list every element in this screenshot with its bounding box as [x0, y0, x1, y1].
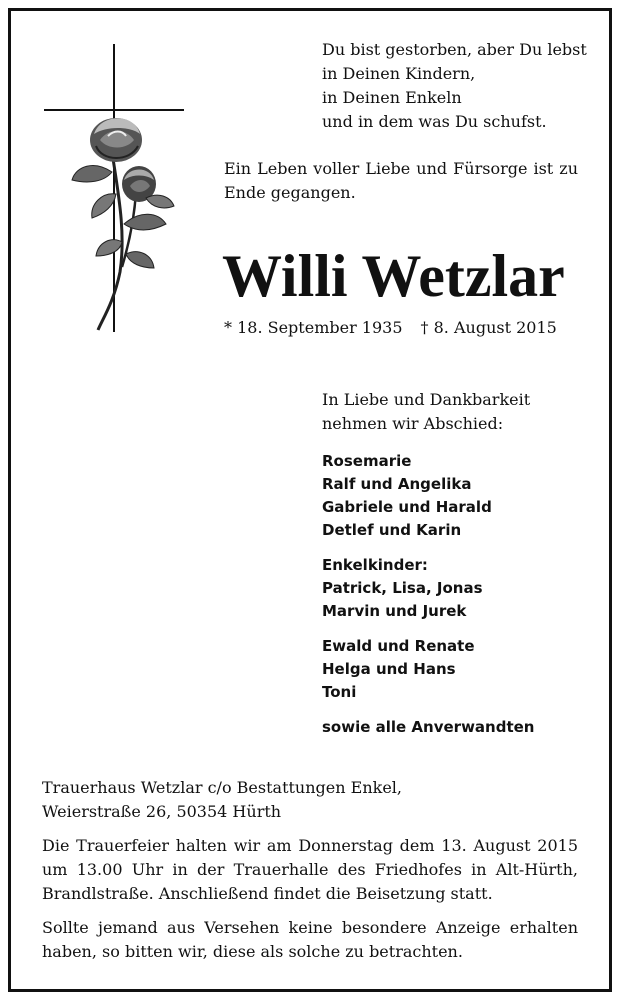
address-line: Trauerhaus Wetzlar c/o Bestattungen Enkel, [42, 778, 402, 797]
poem-line: und in dem was Du schufst. [322, 112, 547, 131]
mourner-group-family [322, 450, 534, 542]
death-date: † 8. August 2015 [420, 318, 557, 337]
mourner-name: Detlef und Karin [322, 521, 462, 539]
mourner-group-relatives [322, 635, 534, 704]
poem-line: in Deinen Kindern, [322, 64, 476, 83]
mourning-address [42, 776, 578, 824]
mourner-name: Toni [322, 683, 357, 701]
farewell-intro [322, 388, 530, 436]
mourner-name: Marvin und Jurek [322, 602, 467, 620]
poem-line: in Deinen Enkeln [322, 88, 462, 107]
intro-line: nehmen wir Abschied: [322, 414, 504, 433]
mourner-name: Helga und Hans [322, 660, 456, 678]
mourners-list [322, 450, 534, 751]
mourner-group-grandchildren [322, 554, 534, 623]
mourner-group-others [322, 716, 534, 739]
mourner-name: Ralf und Angelika [322, 475, 472, 493]
life-text: Ein Leben voller Liebe und Fürsorge ist zu Ende gegangen. [224, 159, 578, 202]
ceremony-text: Die Trauerfeier halten wir am Donnerstag dem 13. August 2015 um 13.00 Uhr in der Trauerhalle des Friedhofes in Alt-Hürth, Brandlstraße. Anschließend findet die Beisetzung statt. [42, 836, 578, 903]
mourner-name: Patrick, Lisa, Jonas [322, 579, 483, 597]
mourner-name: Gabriele und Harald [322, 498, 492, 516]
address-line: Weierstraße 26, 50354 Hürth [42, 802, 282, 821]
notice-text: Sollte jemand aus Versehen keine besondere Anzeige erhalten haben, so bitten wir, diese als solche zu betrachten. [42, 918, 578, 961]
mourner-name: sowie alle Anverwandten [322, 718, 535, 736]
funeral-info [42, 776, 578, 964]
grandchildren-heading: Enkelkinder: [322, 556, 428, 574]
cross-with-rose-icon [42, 42, 187, 334]
life-dates [224, 317, 557, 339]
birth-date: * 18. September 1935 [224, 318, 403, 337]
intro-line: In Liebe und Dankbarkeit [322, 390, 531, 409]
deceased-name: Willi Wetzlar [222, 243, 565, 309]
mourner-name: Ewald und Renate [322, 637, 475, 655]
poem-line: Du bist gestorben, aber Du lebst [322, 40, 587, 59]
poem [322, 38, 587, 134]
mourner-name: Rosemarie [322, 452, 412, 470]
